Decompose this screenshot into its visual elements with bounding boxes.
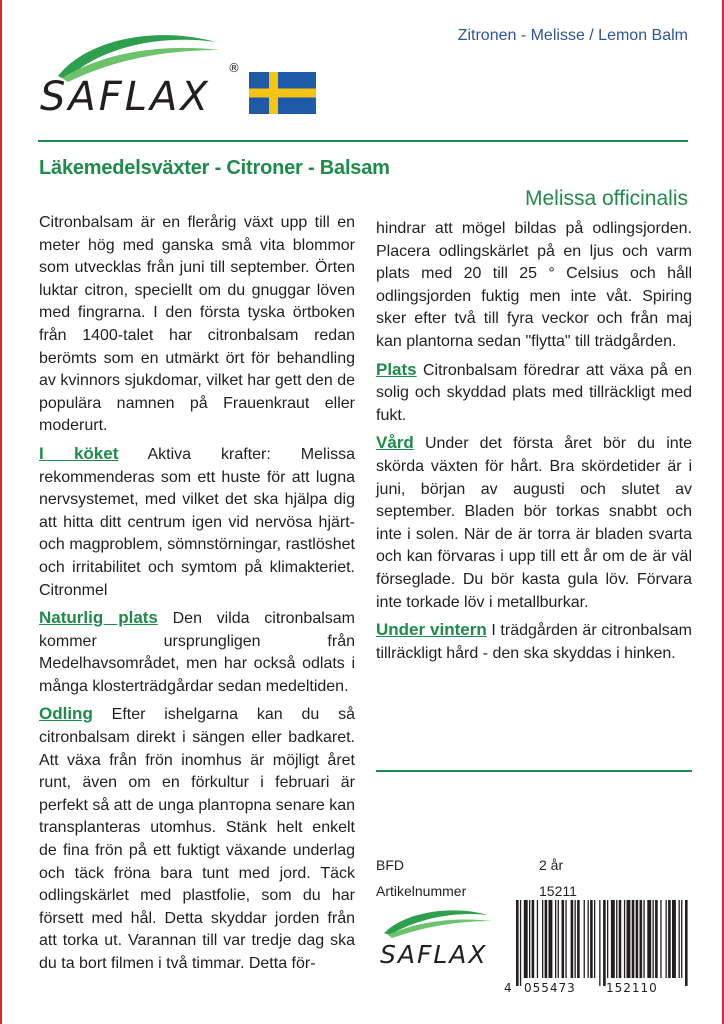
section-kitchen bbox=[39, 443, 355, 602]
barcode-bar bbox=[571, 900, 574, 978]
barcode-bar bbox=[599, 900, 600, 986]
barcode-bar bbox=[588, 900, 589, 978]
barcode-bar bbox=[655, 900, 658, 978]
barcode-bar bbox=[619, 900, 622, 978]
barcode-bar bbox=[679, 900, 680, 978]
barcode-bar bbox=[529, 900, 530, 978]
barcode-bar bbox=[632, 900, 635, 978]
barcode-left-digits: 055473 bbox=[524, 981, 576, 995]
section-heading: Naturlig plats bbox=[39, 608, 158, 628]
barcode-bar bbox=[681, 900, 682, 978]
article-number-label: Artikelnummer bbox=[376, 883, 467, 899]
left-column bbox=[39, 212, 355, 976]
barcode-bar bbox=[640, 900, 643, 978]
right-column-divider bbox=[376, 770, 692, 772]
section-text: Citronbalsam föredrar att växa på en solig och skyddad plats med tillräckligt med fukt. bbox=[376, 361, 693, 424]
barcode-bar bbox=[594, 900, 595, 978]
logo-wordmark: SAFLAX bbox=[40, 74, 211, 118]
barcode-bar bbox=[545, 900, 548, 978]
barcode-bar bbox=[653, 900, 654, 978]
section-natural-habitat bbox=[39, 607, 355, 698]
section-heading: Odling bbox=[39, 704, 93, 724]
variety-title: Zitronen - Melisse / Lemon Balm bbox=[457, 27, 688, 44]
scientific-name: Melissa officinalis bbox=[524, 187, 688, 210]
barcode-right-digits: 152110 bbox=[606, 981, 658, 995]
barcode-bar bbox=[542, 900, 543, 978]
logo-wordmark: SAFLAX bbox=[380, 940, 488, 969]
barcode-bar bbox=[555, 900, 556, 978]
barcode-bar bbox=[575, 900, 576, 978]
header-divider bbox=[38, 140, 688, 142]
page-title: Läkemedelsväxter - Citroner - Balsam bbox=[39, 157, 390, 179]
barcode-bar bbox=[624, 900, 625, 978]
barcode-bars bbox=[516, 900, 688, 986]
registered-mark: ® bbox=[228, 61, 240, 75]
barcode-bar bbox=[590, 900, 593, 978]
section-text: Under det första året bör du inte skörda växten för hårt. Bra skördetider är i juni, början av augusti och slutet av september. Bladen bör torkas snabbt och inte i solen. När de är torra är bladen svarta och kan förvaras i upp till ett år om de är väl förseglade. Du bör kasta gula löv. Förvara inte torkade löv i metallburkar. bbox=[376, 435, 692, 611]
section-heading: Plats bbox=[376, 359, 417, 379]
barcode-bar bbox=[647, 900, 651, 978]
section-text: Aktiva krafter: Melissa rekommenderas som ett huste för att lugna nervsystemet, med vilket det ska hjälpa dig att hitta ditt centrum igen vid nervösa hjärt- och magproblem, sömnstörningar, rastlöshet och irritabilitet och symtom på klimakteriet. Citronmel bbox=[39, 445, 356, 599]
barcode-bar bbox=[537, 900, 538, 978]
barcode-bar bbox=[668, 900, 671, 978]
continued-paragraph: hindrar att mögel bildas på odlingsjorden. Placera odlingskärlet på en ljus och varm plats med 20 till 25 ° Celsius och håll odlingsjorden fuktig men inte våt. Spiring sker efter två till fyra veckor och från maj kan plantorna sedan "flytta" till trädgården. bbox=[376, 220, 692, 350]
article-number-value: 15211 bbox=[539, 883, 577, 899]
bfd-value: 2 år bbox=[539, 857, 564, 873]
barcode-bar bbox=[562, 900, 565, 978]
saflax-logo-small bbox=[376, 905, 506, 975]
barcode-bar bbox=[520, 900, 521, 986]
barcode-bar bbox=[524, 900, 528, 978]
section-heading: Under vintern bbox=[376, 620, 487, 640]
barcode-first-digit: 4 bbox=[504, 981, 512, 995]
saflax-logo bbox=[38, 28, 248, 118]
swedish-flag-icon bbox=[249, 72, 316, 114]
barcode-bar bbox=[565, 900, 566, 978]
barcode-bar bbox=[549, 900, 553, 978]
right-column bbox=[376, 218, 692, 665]
section-heading: I köket bbox=[39, 443, 119, 463]
barcode-bar bbox=[666, 900, 667, 978]
barcode-bar bbox=[607, 900, 608, 978]
barcode-bar bbox=[611, 900, 615, 978]
barcode-bar bbox=[584, 900, 585, 978]
section-location bbox=[376, 359, 692, 428]
bfd-label: BFD bbox=[376, 857, 404, 873]
barcode-bar bbox=[603, 900, 606, 986]
barcode-bar bbox=[577, 900, 580, 978]
barcode-bar bbox=[660, 900, 661, 978]
section-text: Den vilda citronbalsam kommer ursprungligen från Medelhavsområdet, men har också odlats i många klosterträdgårdar sedan medeltiden. bbox=[39, 610, 355, 695]
barcode-bar bbox=[636, 900, 639, 978]
barcode-bar bbox=[672, 900, 676, 978]
barcode-bar bbox=[643, 900, 644, 978]
section-heading: Vård bbox=[376, 433, 414, 453]
barcode-bar bbox=[627, 900, 631, 978]
barcode-bar bbox=[685, 900, 688, 986]
intro-paragraph: Citronbalsam är en flerårig växt upp till en meter hög med ganska små vita blommor som utvecklas från juni till september. Örten luktar citron, speciellt om du gnuggar löven med fingrarna. I den första tyska örtboken från 1400-talet har citronbalsam redan berömts som en utmärkt ört för behandling av kvinnors sjukdomar, vilket har gett den de populära namnen på Frauenkraut eller moderurt. bbox=[39, 214, 355, 435]
barcode-bar bbox=[616, 900, 617, 978]
barcode-bar bbox=[558, 900, 559, 978]
section-care bbox=[376, 432, 692, 614]
barcode-bar bbox=[516, 900, 519, 986]
barcode-bar bbox=[532, 900, 535, 978]
section-winter bbox=[376, 619, 692, 665]
section-cultivation bbox=[39, 703, 355, 975]
barcode bbox=[502, 900, 692, 996]
section-text: I trädgården är citronbalsam tillräckligt hård - den ska skyddas i hinken. bbox=[376, 622, 692, 662]
section-text: Efter ishelgarna kan du så citronbalsam direkt i sängen eller badkaret. Att växa från frön inomhus är möjligt året runt, även om en förkultur i februari är perfekt så att de unga planторna senare kan transplanteras utomhus. Stänk helt enkelt de fina frön på ett fuktigt växande underlag och täck fröna bara tunt med jord. Täck odlingskärlet med plastfolie, som du har försett med hål. Detta skyddar jorden från att torka ut. Varannan till var tredje dag ska du ta bort filmen i två timmar. Detta för- bbox=[39, 706, 355, 972]
